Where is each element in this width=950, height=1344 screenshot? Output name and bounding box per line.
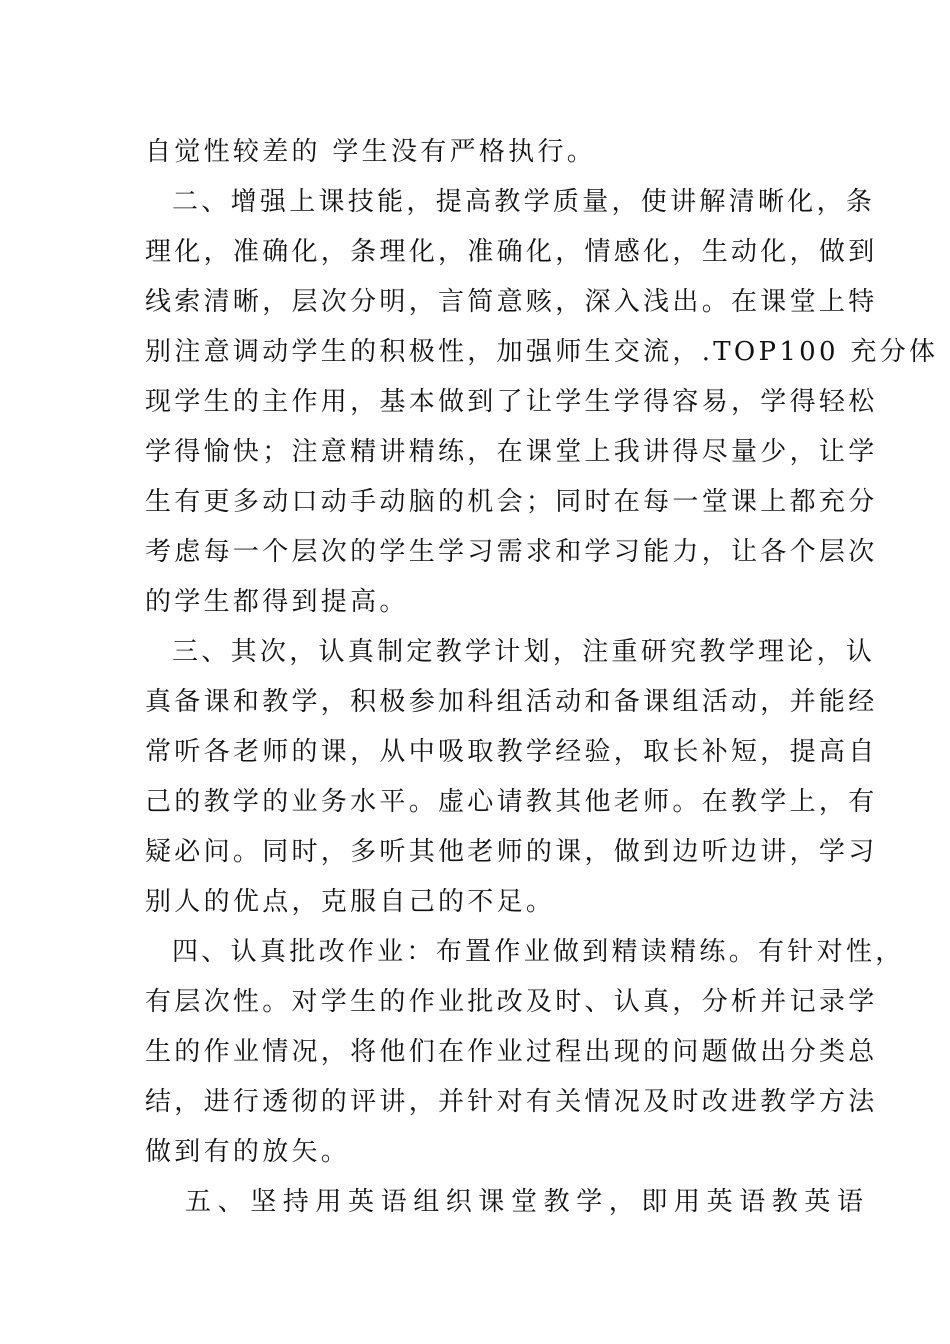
text-line: 学得愉快；注意精讲精练，在课堂上我讲得尽量少，让学 xyxy=(145,437,878,467)
text-line: 结，进行透彻的评讲，并针对有关情况及时改进教学方法 xyxy=(145,1087,878,1117)
paragraph-2-heading-line: 二、增强上课技能，提高教学质量，使讲解清晰化，条 xyxy=(172,187,876,217)
text-line: 线索清晰，层次分明，言简意赅，深入浅出。在课堂上特 xyxy=(145,287,878,317)
text-line: 生有更多动口动手动脑的机会；同时在每一堂课上都充分 xyxy=(145,487,878,517)
text-line: 别注意调动学生的积极性，加强师生交流，.TOP100 充分体 xyxy=(145,337,939,367)
text-line: 考虑每一个层次的学生学习需求和学习能力，让各个层次 xyxy=(145,537,878,567)
paragraph-3-heading-line: 三、其次，认真制定教学计划，注重研究教学理论，认 xyxy=(172,637,876,667)
text-line: 己的教学的业务水平。虚心请教其他老师。在教学上，有 xyxy=(145,787,878,817)
text-line: 别人的优点，克服自己的不足。 xyxy=(145,887,556,917)
text-line: 理化，准确化，条理化，准确化，情感化，生动化，做到 xyxy=(145,237,878,267)
text-line: 生的作业情况，将他们在作业过程出现的问题做出分类总 xyxy=(145,1037,878,1067)
text-line: 常听各老师的课，从中吸取教学经验，取长补短，提高自 xyxy=(145,737,878,767)
paragraph-5-heading-line: 五、坚持用英语组织课堂教学，即用英语教英语 xyxy=(185,1187,870,1217)
text-line: 现学生的主作用，基本做到了让学生学得容易，学得轻松 xyxy=(145,387,878,417)
text-line: 自觉性较差的 学生没有严格执行。 xyxy=(145,137,597,167)
text-line: 的学生都得到提高。 xyxy=(145,587,409,617)
paragraph-4-heading-line: 四、认真批改作业：布置作业做到精读精练。有针对性， xyxy=(172,937,905,967)
text-line: 真备课和教学，积极参加科组活动和备课组活动，并能经 xyxy=(145,687,878,717)
text-line: 做到有的放矢。 xyxy=(145,1137,351,1167)
text-line: 有层次性。对学生的作业批改及时、认真，分析并记录学 xyxy=(145,987,878,1017)
text-line: 疑必问。同时，多听其他老师的课，做到边听边讲，学习 xyxy=(145,837,878,867)
